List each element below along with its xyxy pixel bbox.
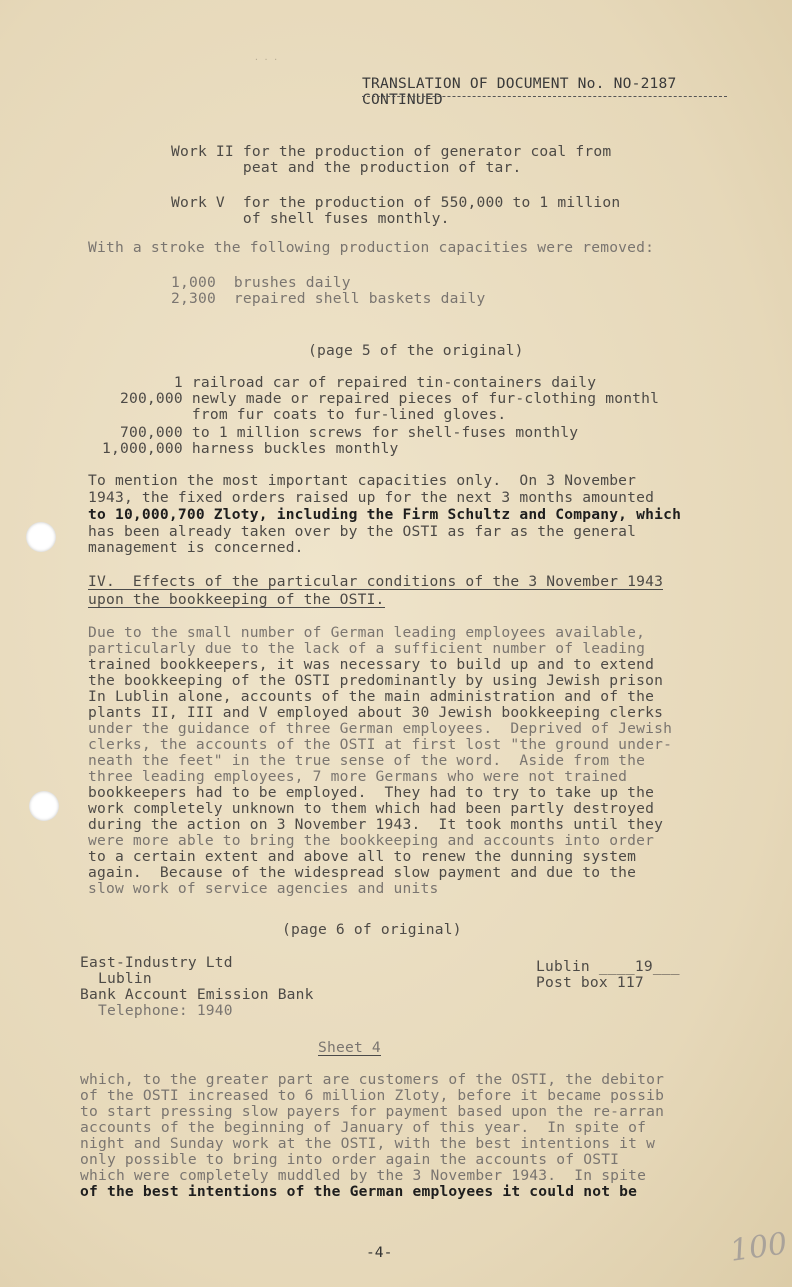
bookkeeping-line-1: Due to the small number of German leading employees available, — [88, 624, 646, 641]
letterhead-date: Lublin ____19___ — [536, 958, 680, 975]
closing-line-7: which were completely muddled by the 3 November 1943. In spite — [80, 1167, 647, 1184]
orders-line-1: To mention the most important capacities only. On 3 November — [88, 472, 637, 489]
closing-line-1: which, to the greater part are customers of the OSTI, the debitor — [80, 1071, 665, 1088]
document-title: TRANSLATION OF DOCUMENT No. NO-2187 — [362, 75, 677, 92]
bookkeeping-line-15: to a certain extent and above all to renew the dunning system — [88, 848, 637, 865]
work-v-line-1: Work V for the production of 550,000 to 1 million — [171, 194, 621, 211]
bookkeeping-line-8: clerks, the accounts of the OSTI at first lost "the ground under- — [88, 736, 673, 753]
orders-line-5: management is concerned. — [88, 539, 304, 556]
closing-line-8: of the best intentions of the German employees it could not be — [80, 1183, 638, 1200]
page-number: -4- — [366, 1244, 393, 1261]
punch-hole-bottom — [29, 791, 59, 821]
orders-line-2: 1943, the fixed orders raised up for the next 3 months amounted — [88, 489, 655, 506]
capacity-line-4: 700,000 to 1 million screws for shell-fuses monthly — [102, 424, 579, 441]
page-ref-6: (page 6 of original) — [282, 921, 462, 938]
bookkeeping-line-5: In Lublin alone, accounts of the main administration and of the — [88, 688, 655, 705]
removed-item-brushes: 1,000 brushes daily — [171, 274, 351, 291]
removed-item-baskets: 2,300 repaired shell baskets daily — [171, 290, 486, 307]
letterhead-phone: Telephone: 1940 — [80, 1002, 233, 1019]
bookkeeping-line-3: trained bookkeepers, it was necessary to build up and to extend — [88, 656, 655, 673]
bookkeeping-line-13: during the action on 3 November 1943. It took months until they — [88, 816, 664, 833]
bookkeeping-line-16: again. Because of the widespread slow payment and due to the — [88, 864, 637, 881]
punch-hole-top — [26, 522, 56, 552]
work-ii-line-1: Work II for the production of generator coal from — [171, 143, 612, 160]
closing-line-2: of the OSTI increased to 6 million Zloty, before it became possib — [80, 1087, 665, 1104]
work-v-line-2: of shell fuses monthly. — [171, 210, 450, 227]
closing-line-5: night and Sunday work at the OSTI, with the best intentions it w — [80, 1135, 656, 1152]
bookkeeping-line-17: slow work of service agencies and units — [88, 880, 439, 897]
orders-line-3: to 10,000,700 Zloty, including the Firm Schultz and Company, which — [88, 506, 682, 523]
bookkeeping-line-2: particularly due to the lack of a sufficient number of leading — [88, 640, 646, 657]
bookkeeping-line-7: under the guidance of three German employees. Deprived of Jewish — [88, 720, 673, 737]
section-heading-line-2: upon the bookkeeping of the OSTI. — [88, 591, 385, 608]
removed-intro: With a stroke the following production capacities were removed: — [88, 239, 655, 256]
letterhead-bank: Bank Account Emission Bank — [80, 986, 314, 1003]
header-rule — [362, 96, 727, 97]
capacity-line-5: 1,000,000 harness buckles monthly — [102, 440, 399, 457]
closing-line-6: only possible to bring into order again the accounts of OSTI — [80, 1151, 620, 1168]
bookkeeping-line-12: work completely unknown to them which had been partly destroyed — [88, 800, 655, 817]
document-subtitle: CONTINUED — [362, 91, 443, 108]
bookkeeping-line-10: three leading employees, 7 more Germans who were not trained — [88, 768, 628, 785]
paper-smudge: · · · — [254, 55, 279, 64]
page-ref-5: (page 5 of the original) — [308, 342, 524, 359]
bookkeeping-line-6: plants II, III and V employed about 30 Jewish bookkeeping clerks — [88, 704, 664, 721]
capacity-line-3: from fur coats to fur-lined gloves. — [102, 406, 507, 423]
letterhead-city: Lublin — [80, 970, 152, 987]
letterhead-company: East-Industry Ltd — [80, 954, 233, 971]
capacity-line-2: 200,000 newly made or repaired pieces of fur-clothing monthl — [102, 390, 660, 407]
orders-line-4: has been already taken over by the OSTI as far as the general — [88, 523, 637, 540]
capacity-line-1: 1 railroad car of repaired tin-containers daily — [102, 374, 597, 391]
closing-line-4: accounts of the beginning of January of this year. In spite of — [80, 1119, 647, 1136]
section-heading-line-1: IV. Effects of the particular conditions of the 3 November 1943 — [88, 573, 664, 590]
sheet-label: Sheet 4 — [318, 1039, 381, 1056]
pencil-archive-number: 100 — [727, 1226, 790, 1269]
bookkeeping-line-4: the bookkeeping of the OSTI predominantly by using Jewish prison — [88, 672, 664, 689]
work-ii-line-2: peat and the production of tar. — [171, 159, 522, 176]
closing-line-3: to start pressing slow payers for payment based upon the re-arran — [80, 1103, 665, 1120]
bookkeeping-line-11: bookkeepers had to be employed. They had to try to take up the — [88, 784, 655, 801]
bookkeeping-line-9: neath the feet" in the true sense of the word. Aside from the — [88, 752, 646, 769]
letterhead-post-box: Post box 117 — [536, 974, 644, 991]
bookkeeping-line-14: were more able to bring the bookkeeping and accounts into order — [88, 832, 655, 849]
